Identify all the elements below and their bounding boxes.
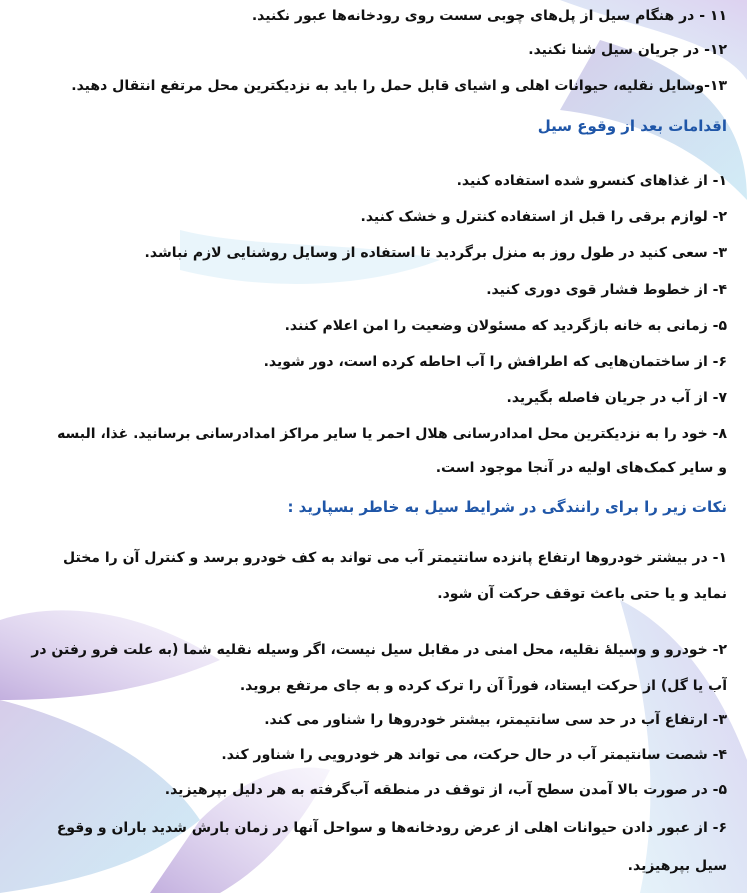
driving-heading: نکات زیر را برای رانندگی در شرایط سیل به خاطر بسپارید : [287,498,727,516]
after-flood-item-3: ۳- سعی کنید در طول روز به منزل برگردید تا استفاده از وسایل روشنایی لازم نباشد. [144,245,727,261]
driving-item-5: ۵- در صورت بالا آمدن سطح آب، از توقف در منطقه آب‌گرفته به هر دلیل بپرهیزید. [164,782,727,798]
driving-item-2-cont: آب یا گل) از حرکت ایستاد، فوراً آن را ترک کرده و به جای مرتفع بروید. [239,678,727,694]
after-flood-item-4: ۴- از خطوط فشار قوی دوری کنید. [486,282,727,298]
top-item-12: ۱۲- در جریان سیل شنا نکنید. [528,42,727,58]
driving-item-4: ۴- شصت سانتیمتر آب در حال حرکت، می تواند هر خودرویی را شناور کند. [221,747,727,763]
top-item-11: ۱۱ - در هنگام سیل از پل‌های چوبی سست روی رودخانه‌ها عبور نکنید. [251,8,727,24]
after-flood-item-8: ۸- خود را به نزدیکترین محل امدادرسانی هلال احمر یا سایر مراکز امدادرسانی برسانید. غذا، البسه [57,426,727,442]
after-flood-item-5: ۵- زمانی به خانه بازگردید که مسئولان وضعیت را امن اعلام کنند. [284,318,727,334]
after-flood-item-6: ۶- از ساختمان‌هایی که اطرافش را آب احاطه کرده است، دور شوید. [263,354,727,370]
driving-item-6-cont: سیل بپرهیزید. [627,858,727,874]
driving-item-1-cont: نماید و یا حتی باعث توقف حرکت آن شود. [437,586,727,602]
after-flood-item-2: ۲- لوازم برقی را قبل از استفاده کنترل و خشک کنید. [360,209,727,225]
after-flood-item-7: ۷- از آب در جریان فاصله بگیرید. [506,390,727,406]
top-item-13: ۱۳-وسایل نقلیه، حیوانات اهلی و اشیای قابل حمل را باید به نزدیکترین محل مرتفع انتقال دهید. [71,78,727,94]
driving-item-6: ۶- از عبور دادن حیوانات اهلی از عرض رودخانه‌ها و سواحل آنها در زمان بارش شدید باران و وقوع [56,820,727,836]
driving-item-2: ۲- خودرو و وسیلهٔ نقلیه، محل امنی در مقابل سیل نیست، اگر وسیله نقلیه شما (به علت فرو رفتن در [31,642,727,658]
driving-item-1: ۱- در بیشتر خودروها ارتفاع پانزده سانتیمتر آب می تواند به کف خودرو برسد و کنترل آن را مختل [63,550,727,566]
after-flood-item-8-cont: و سایر کمک‌های اولیه در آنجا موجود است. [435,460,727,476]
driving-item-3: ۳- ارتفاع آب در حد سی سانتیمتر، بیشتر خودروها را شناور می کند. [264,712,727,728]
after-flood-heading: اقدامات بعد از وقوع سیل [537,117,727,135]
after-flood-item-1: ۱- از غذاهای کنسرو شده استفاده کنید. [456,173,727,189]
